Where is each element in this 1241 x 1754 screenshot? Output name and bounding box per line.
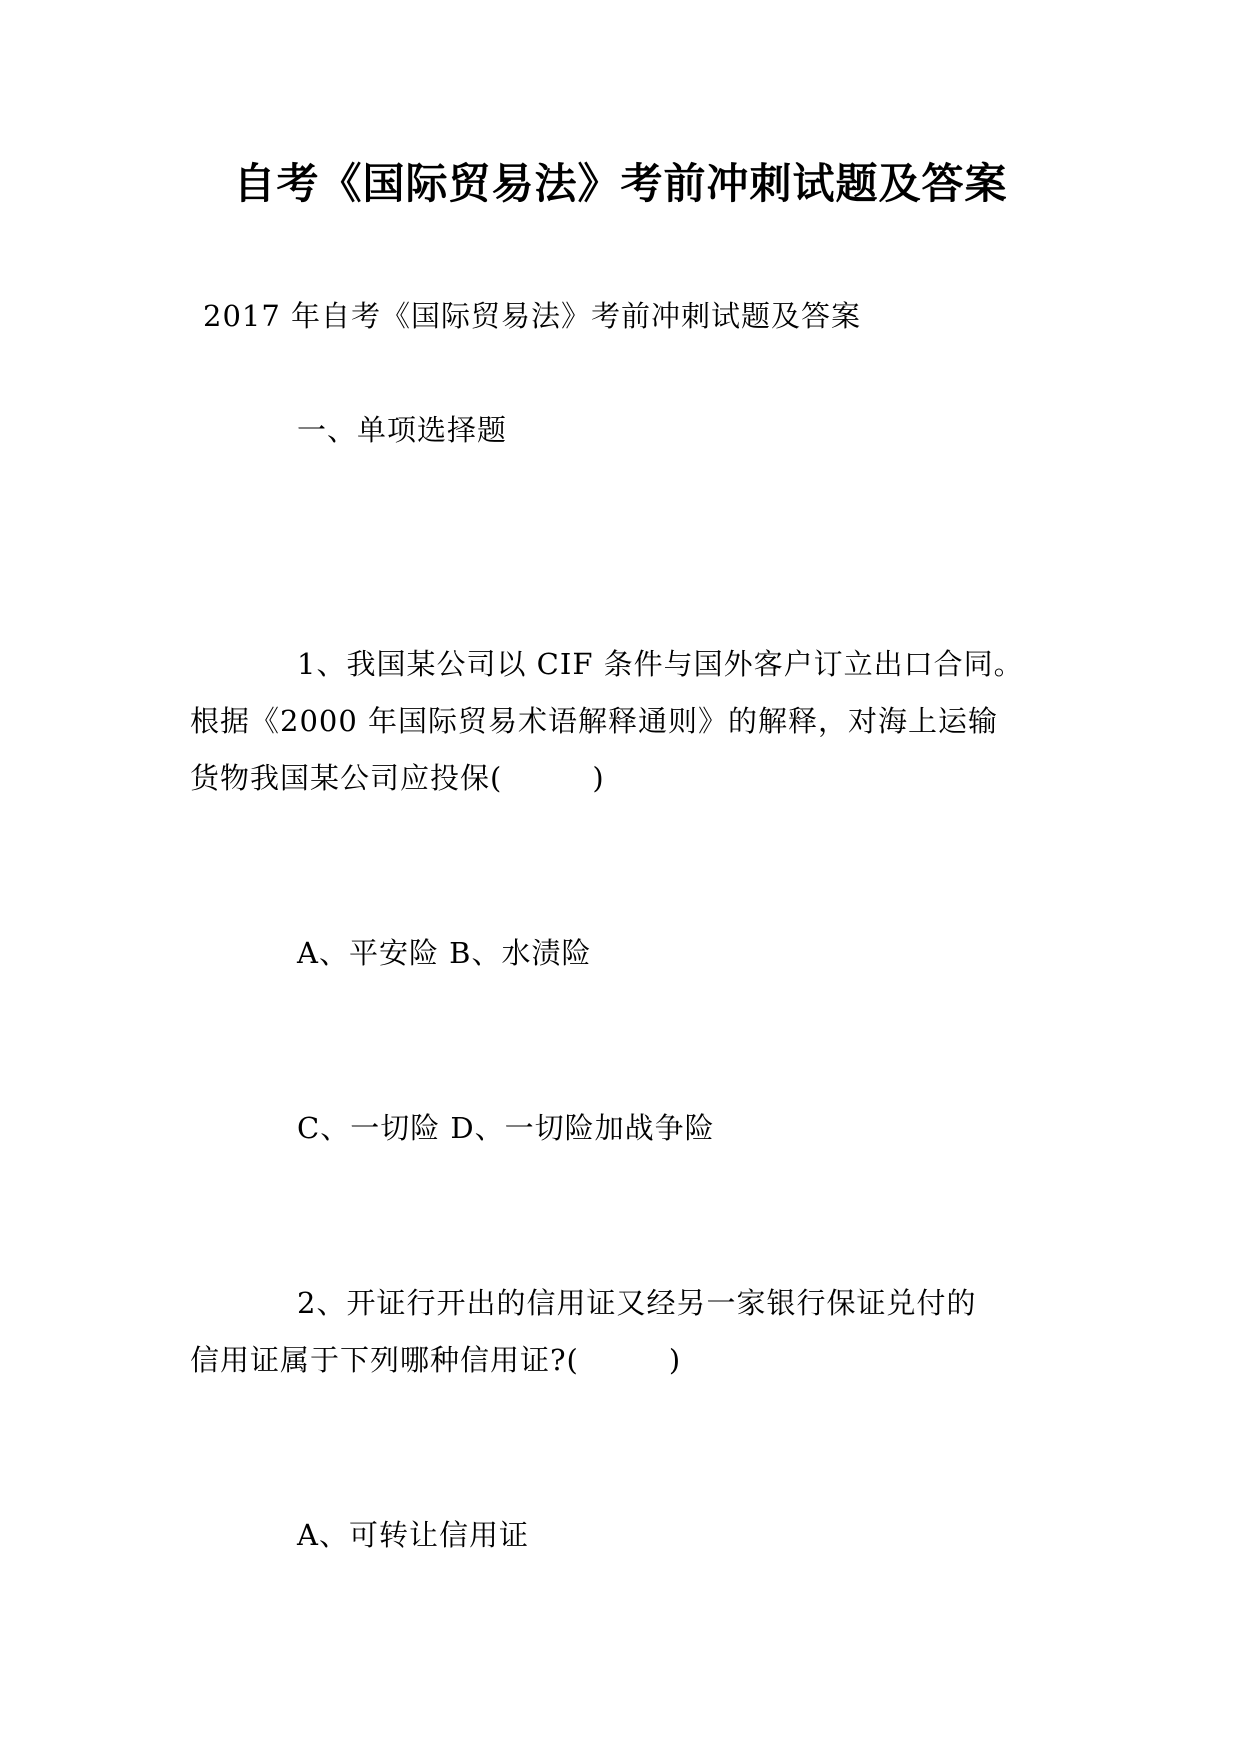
question-1-options-ab: A、平安险 B、水渍险 — [297, 936, 592, 970]
question-1-line-1: 1、我国某公司以 CIF 条件与国外客户订立出口合同。 — [297, 647, 1024, 681]
question-2-line-2: 信用证属于下列哪种信用证?( ) — [190, 1343, 682, 1377]
section-heading: 一、单项选择题 — [297, 413, 508, 447]
question-2-line-1: 2、开证行开出的信用证又经另一家银行保证兑付的 — [297, 1286, 977, 1320]
question-1-line-3: 货物我国某公司应投保( ) — [190, 761, 605, 795]
document-title: 自考《国际贸易法》考前冲刺试题及答案 — [233, 159, 1008, 208]
question-2-option-a: A、可转让信用证 — [297, 1518, 529, 1552]
document-subtitle: 2017 年自考《国际贸易法》考前冲刺试题及答案 — [203, 299, 862, 333]
question-1-options-cd: C、一切险 D、一切险加战争险 — [297, 1111, 715, 1145]
question-1-line-2: 根据《2000 年国际贸易术语解释通则》的解释，对海上运输 — [190, 704, 999, 738]
